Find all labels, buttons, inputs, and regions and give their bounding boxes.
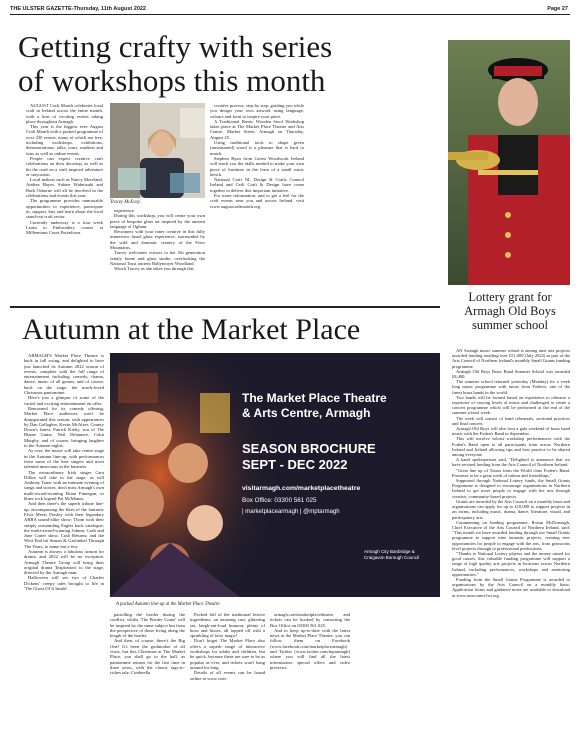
paragraph: Two bands will be formed based on experience to rehearse a repertoire of varying levels of music and challenged to create a concert programme which will be performed at the end of the summer school week. xyxy=(452,394,570,416)
autumn-column-4 xyxy=(270,612,350,727)
paragraph: And then there's the superb tribute line-up, encompassing the likes of the fantastic Elvis Meets Presley with their legendary ABBA sound-alike show; Thom with their simply outstanding Eagles back catalogue; the multi-award-winning Johnny Cash and June Carter show, Cash Returns; and the West End hit Simon & Garfunkel Through The Years, to name but a few. xyxy=(24,501,104,549)
header-rule xyxy=(10,14,570,15)
band-member-illustration xyxy=(448,40,570,285)
paragraph: The programme provides unmissable opportunities to experience, participate in, support, buy and learn about the local stand-out craft sector. xyxy=(26,198,103,220)
tracey-photo xyxy=(110,103,205,198)
paragraph: Armagh Old Boys will also host a gala weekend of brass band music with the Foden's Band in September. xyxy=(452,426,570,437)
council-logo: Armagh City Banbridge & Craigavon Borough Council xyxy=(364,549,420,560)
crafty-column-2 xyxy=(110,208,205,300)
paragraph: AN Armagh music summer school is among nine arts projects awarded funding totalling over £51,000 (July 2022) as part of the Arts Council of Northern Ireland's monthly Small Grants funding programme. xyxy=(452,348,570,369)
paragraph: And then, of course, there's the Big One! It's been the godmother of all visits, but this Christmas at The Market Place, you shall go to the ball, as pantomime returns for the first time in three years, with the classic rags-to-riches tale, Cinderella. xyxy=(110,638,185,676)
poster-url: visitarmagh.com/marketplacetheatre xyxy=(242,485,361,492)
lottery-headline: Lottery grant for Armagh Old Boys summer school xyxy=(464,290,556,332)
paragraph: Here's just a glimpse of some of the varied and exciting entertainment on offer. xyxy=(24,395,104,406)
paragraph: creative process, step by step, guiding you while you design your own artwork using language, colours and form to inspire your piece. xyxy=(210,103,304,119)
poster-box-office: Box Office: 03300 561 025 xyxy=(242,497,317,504)
autumn-column-3 xyxy=(190,612,265,727)
paragraph: Packed full of the traditional festive ingredients, an amazing cast, glittering set, laugh-out-loud humour, plenty of boos and hisses, all topped off with a sprinkling of fairy magic! xyxy=(190,612,265,639)
poster-brochure-line2: SEPT - DEC 2022 xyxy=(242,457,348,472)
poster-brochure xyxy=(242,441,432,473)
poster-title xyxy=(242,391,432,421)
paragraph: The week will consist of band rehearsals, sectional practices and final concert. xyxy=(452,415,570,426)
paragraph: Grants are awarded by the Arts Council on a monthly basis and organisations can apply for up to £10,000 to support projects in art forms, including music, drama, dance, literature, visual, and participatory arts. xyxy=(452,498,570,520)
paragraph: Commenting on funding programme, Roisin McDonough, Chief Executive of the Arts Council of Northern Ireland, said: "This month we have awarded funding through our Small Grants programme to support nine fantastic projects, creating new opportunities for people to engage with the arts, from grassroots level projects through to professional productions. xyxy=(452,519,570,551)
paragraph: The extraordinary Irish singer Cara Dillon will take to the stage, as will Anthony Toner with an intimate evening of songs and stories; don't miss Armagh's own multi-award-winning Brian Finnegan, or blues rock legend Pat McManus. xyxy=(24,469,104,502)
section-divider xyxy=(10,306,440,308)
paragraph: The summer school returned yesterday (Monday) for a week long music programme with tutors from Foden's, one of the finest brass bands in the world. xyxy=(452,379,570,395)
paragraph: Stephen Ryan from Green Woodwork Ireland will teach you the skills needed to make your own piece of furniture in the form of a small rustic bench. xyxy=(210,155,304,177)
crafty-column-1 xyxy=(26,103,103,300)
paragraph: Supported through National Lottery funds, the Small Grants Programme is designed to encourage organisations in Northern Ireland to get more people to engage with the arts through creative, community-based projects. xyxy=(452,478,570,499)
paragraph: ARMAGH'S Market Place Theatre is back in full swing, and delighted to have just launched its Autumn 2022 season of events, complete with the full range of entertainment including comedy, drama, dance, music of all genres, and of course, back on the stage, the much-loved Christmas pantomime. xyxy=(24,353,104,396)
paragraph: Reconnect with your inner creative in this fully immersive fused glass experience, surrounded by the wild and dramatic scenery of the Fews Mountains. xyxy=(110,229,205,251)
poster-title-line1: The Market Place Theatre xyxy=(242,391,387,405)
crafty-headline-line1: Getting crafty with series xyxy=(18,29,333,64)
paragraph: A Traditional Rustic Wooden Stool Workshop takes place at The Market Place Theatre and Arts Centre, Market Street, Armagh on Thursday, August 25. xyxy=(210,118,304,140)
paragraph: Autumn is always a fabulous season for drama, and 2022 will be no exception. Armagh Theatre Group will bring their original drama 'Inspiration' to the stage, directed by the Armagh man. xyxy=(24,548,104,576)
paragraph: Currently underway is a four week Learn to Embroidery course at Millennium Court,Portadown. xyxy=(26,219,103,236)
paragraph: As ever, the music will take centre stage in the Autumn line-up, with performances from some of the best singers and most talented musicians in the business. xyxy=(24,448,104,470)
paragraph: AUGUST Craft Month celebrates local craft in Ireland across the entire month, with a host of exciting events taking place throughout Armagh. xyxy=(26,103,103,124)
paragraph: Winch Tracey as she takes you through this xyxy=(114,266,194,272)
newspaper-masthead: THE ULSTER GAZETTE-Thursday, 11th August 2022 xyxy=(10,6,146,12)
autumn-column-2 xyxy=(110,612,185,727)
paragraph: For more information, and to get a feel for the craft events near you and across Ireland, visit www.augustcraftmonth.org. xyxy=(210,193,304,209)
paragraph: Tracey welcomes visitors to her 5th generation family home and glass studio, overlooking the National Trust ancient Ballymoyer Woodland. xyxy=(110,250,205,266)
theatre-season-poster xyxy=(110,353,440,597)
band-member-photo xyxy=(448,40,570,285)
autumn-headline: Autumn at the Market Place xyxy=(22,313,361,346)
paragraph: This will involve soloist workshop performances with the Foden's Band open to all participants from across Northern Ireland and Ireland allowing tips and best practice to be shared among everyone. xyxy=(452,436,570,458)
paragraph: A band spokesperson said, "Delighted to announce that we have secured funding from the Arts Council of Northern Ireland. xyxy=(452,457,570,468)
paragraph: Funding from the Small Grants Programme is awarded to organisations by the Arts Council on a monthly basis. Application forms and guidance notes are available to download at www.artscouncil-ni.org. xyxy=(452,576,570,598)
paragraph: During this workshop, you will create your own piece of bespoke glass art inspired by the ancient language of Ogham. xyxy=(110,213,205,229)
paragraph: armagh.com/marketplacetheatre, and tickets can be booked by contacting the Box Office on 03300 561 025. xyxy=(270,612,350,628)
paragraph: And to keep up-to-date with the latest news at the Market Place Theatre, you can follow them on Facebook (www.facebook.com/marketplacearmagh) and Twitter (www.twitter.com/mparmagh) where you will find all the latest information, special offers and video previews. xyxy=(270,627,350,670)
poster-artwork xyxy=(110,353,440,597)
poster-brochure-line1: SEASON BROCHURE xyxy=(242,441,376,456)
page-number: Page 27 xyxy=(547,6,568,12)
crafty-column-3 xyxy=(210,103,304,300)
paragraph: Don't forget The Market Place also offers a superb range of interactive workshops for adults and children, but be quick, because these are sure to be as popular as ever, and tickets won't hang around for long. xyxy=(190,638,265,670)
crafty-headline-line2: of workshops this month xyxy=(18,63,326,98)
paragraph: Halloween will see two of Charles Dickens' creepy tales brought to life in 'The Ghost Of It Inside'. xyxy=(24,575,104,592)
paragraph: "Great line up of Tutors from the World class Foden's Band. Promises to be a great week of tuition and friendships." xyxy=(452,467,570,478)
paragraph: Details of all events can be found online at www.visit- xyxy=(190,670,265,681)
crafty-headline xyxy=(18,30,448,98)
tracey-photo-caption: Tracey McEvoy. xyxy=(110,200,141,205)
paragraph: Local makers such as Nancy Moreland, Andrea Hayes, Sabine Wubnizaki and Ruth Osborne will all be involved in the celebrations and events this year. xyxy=(26,177,103,199)
paragraph: experience. xyxy=(114,208,136,213)
paragraph: Armagh Old Boys Brass Band Summer School was awarded £8,400. xyxy=(452,368,570,380)
paragraph: National Craft NI, Design & Crafts Council Ireland and Ceili Craft & Design have come together to deliver this important initiative. xyxy=(210,177,304,193)
poster-caption: A packed Autumn line-up at the Market Place Theatre. xyxy=(116,602,221,607)
lottery-column xyxy=(452,348,570,728)
tracey-photo-illustration xyxy=(110,103,205,198)
autumn-column-1 xyxy=(24,353,104,725)
paragraph: People can expect creative craft celebrations on their doorstep, as well as hit the road on a craft inspired adventure or staycation. xyxy=(26,155,103,177)
paragraph: Using traditional tools to shape green (unseasoned) wood is a pleasure that is hard to match. xyxy=(210,140,304,156)
paragraph: Renowned for its comedy offering, Market Place audiences won't be disappointed this season, with appearances by Dan Gallagher, Kevin McAleer, County Down's finest, Patrick Kielty, star of The Blame Game, Neil Delamere, Colin Murphy, and of course, bringing laughter to the Autumn nights. xyxy=(24,405,104,449)
poster-social: | marketplacearmagh | @mptarmagh xyxy=(242,509,340,515)
paragraph: This year is the biggest ever August Craft Month with a packed programme of over 230 events, many of which are free, including workshops, exhibitions, demonstrations, talks, tours, markets and fairs as well as online events. xyxy=(26,124,103,156)
paragraph: "Thanks to National Lottery players and the money raised for good causes, this valuable funding programme will support a range of high quality arts projects in locations across Northern Ireland, including performances, workshops and mentoring opportunities." xyxy=(452,550,570,577)
poster-title-line2: & Arts Centre, Armagh xyxy=(242,406,371,420)
paragraph: patrolling the border during the conflict, whilst 'The Border Crane' will be inspired by the same subject but from the perspective of those living along the length of the border. xyxy=(110,612,185,639)
